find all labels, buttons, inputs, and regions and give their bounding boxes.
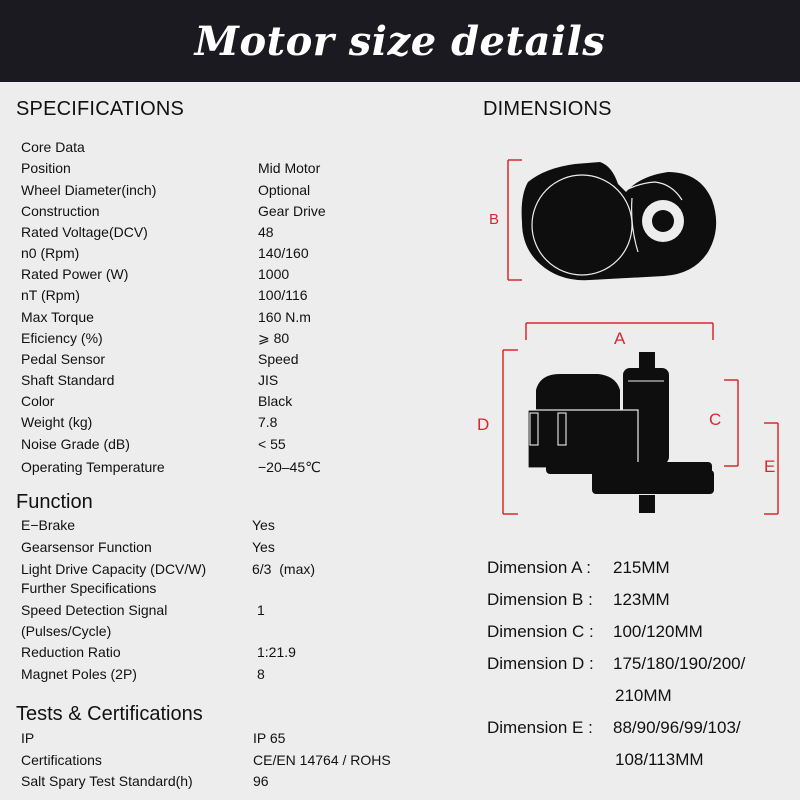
motor-top-view <box>522 162 717 280</box>
dimension-label: Dimension D : <box>487 654 594 673</box>
spec-label: Operating Temperature <box>21 459 165 475</box>
dimension-row <box>487 558 670 578</box>
spec-label: n0 (Rpm) <box>21 245 80 261</box>
dimension-label: Dimension B : <box>487 590 593 609</box>
title-banner <box>0 0 800 82</box>
further-spec-row <box>21 623 461 641</box>
spec-row <box>21 414 461 432</box>
spec-row <box>21 351 461 369</box>
further-spec-label: (Pulses/Cycle) <box>21 623 112 639</box>
spec-value: 100/116 <box>258 287 308 303</box>
function-row <box>21 561 461 579</box>
dimension-value: 123MM <box>613 590 670 609</box>
spec-row <box>21 372 461 390</box>
spec-row <box>21 245 461 263</box>
further-spec-value: 8 <box>257 666 265 682</box>
function-row <box>21 539 461 557</box>
test-row <box>21 752 461 770</box>
spec-value: 48 <box>258 224 274 240</box>
spec-label: Weight (kg) <box>21 414 93 430</box>
spec-label: Position <box>21 160 71 176</box>
dimension-row <box>487 654 745 674</box>
function-value: Yes <box>252 539 275 555</box>
spec-row <box>21 459 461 477</box>
dimensions-heading: DIMENSIONS <box>483 98 612 120</box>
spec-value: −20–45℃ <box>258 459 321 475</box>
test-value: IP 65 <box>253 730 286 746</box>
spec-value: Optional <box>258 182 311 198</box>
test-label: Salt Spary Test Standard(h) <box>21 773 193 789</box>
further-spec-value: 1 <box>257 602 265 618</box>
spec-value: Speed <box>258 351 299 367</box>
function-value: 6/3 (max) <box>252 561 316 577</box>
spec-row <box>21 266 461 284</box>
dimension-e-label: E <box>764 457 776 476</box>
spec-value: ⩾ 80 <box>258 330 290 346</box>
dimension-d-bracket <box>503 350 518 514</box>
test-value: 96 <box>253 773 269 789</box>
spec-value: < 55 <box>258 436 286 452</box>
spec-label: nT (Rpm) <box>21 287 80 303</box>
function-label: Light Drive Capacity (DCV/W) <box>21 561 207 577</box>
test-row <box>21 773 461 791</box>
spec-value: Gear Drive <box>258 203 326 219</box>
dimension-c-label: C <box>709 410 722 429</box>
dimension-b-label: B <box>489 211 500 228</box>
further-spec-row <box>21 602 461 620</box>
further-spec-value: 1:21.9 <box>257 644 296 660</box>
further-spec-label: Magnet Poles (2P) <box>21 666 137 682</box>
test-row <box>21 730 461 748</box>
test-label: IP <box>21 730 35 746</box>
spec-label: Construction <box>21 203 100 219</box>
dimension-value-continued: 210MM <box>615 686 672 705</box>
dimension-row <box>487 622 703 642</box>
spec-row <box>21 393 461 411</box>
motor-side-view <box>528 352 714 513</box>
function-row <box>21 517 461 535</box>
function-label: E−Brake <box>21 517 76 533</box>
function-value: Yes <box>252 517 275 533</box>
spec-value: 1000 <box>258 266 290 282</box>
dimension-value: 88/90/96/99/103/ <box>613 718 741 737</box>
dimension-b-bracket <box>508 160 522 280</box>
spec-row <box>21 203 461 221</box>
spec-value: 140/160 <box>258 245 309 261</box>
further-spec-row <box>21 666 461 684</box>
spec-row <box>21 436 461 454</box>
spec-value: Mid Motor <box>258 160 321 176</box>
spec-value: 160 N.m <box>258 309 311 325</box>
spec-label: Wheel Diameter(inch) <box>21 182 157 198</box>
dimension-value-continued: 108/113MM <box>615 750 704 769</box>
spec-label: Noise Grade (dB) <box>21 436 130 452</box>
test-label: Certifications <box>21 752 102 768</box>
dimension-a-bracket <box>526 323 713 340</box>
specifications-heading: SPECIFICATIONS <box>16 98 185 120</box>
dimension-value: 100/120MM <box>613 622 703 641</box>
spec-row <box>21 182 461 200</box>
spec-label: Shaft Standard <box>21 372 115 388</box>
tests-heading: Tests & Certifications <box>16 703 203 725</box>
spec-row <box>21 330 461 348</box>
spec-value: JIS <box>258 372 279 388</box>
dimension-row <box>487 718 741 738</box>
function-heading: Function <box>16 491 93 513</box>
core-data-heading: Core Data <box>21 139 85 155</box>
spec-row <box>21 224 461 242</box>
spec-value: 7.8 <box>258 414 278 430</box>
page-title: Motor size details <box>194 17 606 65</box>
dimension-e-bracket <box>764 423 778 514</box>
dimension-label: Dimension E : <box>487 718 593 737</box>
spec-row <box>21 160 461 178</box>
spec-label: Rated Voltage(DCV) <box>21 224 148 240</box>
spec-label: Max Torque <box>21 309 94 325</box>
spec-label: Rated Power (W) <box>21 266 129 282</box>
spec-row <box>21 287 461 305</box>
function-label: Gearsensor Function <box>21 539 152 555</box>
dimension-value: 215MM <box>613 558 670 577</box>
further-spec-row <box>21 644 461 662</box>
further-spec-label: Speed Detection Signal <box>21 602 168 618</box>
spec-value: Black <box>258 393 293 409</box>
spec-label: Eficiency (%) <box>21 330 103 346</box>
dimension-value: 175/180/190/200/ <box>613 654 746 673</box>
further-specifications-heading: Further Specifications <box>21 580 157 596</box>
dimension-label: Dimension A : <box>487 558 591 577</box>
dimension-d-label: D <box>477 415 490 434</box>
dimension-label: Dimension C : <box>487 622 594 641</box>
spec-label: Pedal Sensor <box>21 351 106 367</box>
test-value: CE/EN 14764 / ROHS <box>253 752 391 768</box>
dimension-c-bracket <box>724 380 738 466</box>
spec-row <box>21 309 461 327</box>
further-spec-label: Reduction Ratio <box>21 644 121 660</box>
dimension-row <box>487 590 670 610</box>
spec-label: Color <box>21 393 55 409</box>
dimension-a-label: A <box>614 329 626 348</box>
